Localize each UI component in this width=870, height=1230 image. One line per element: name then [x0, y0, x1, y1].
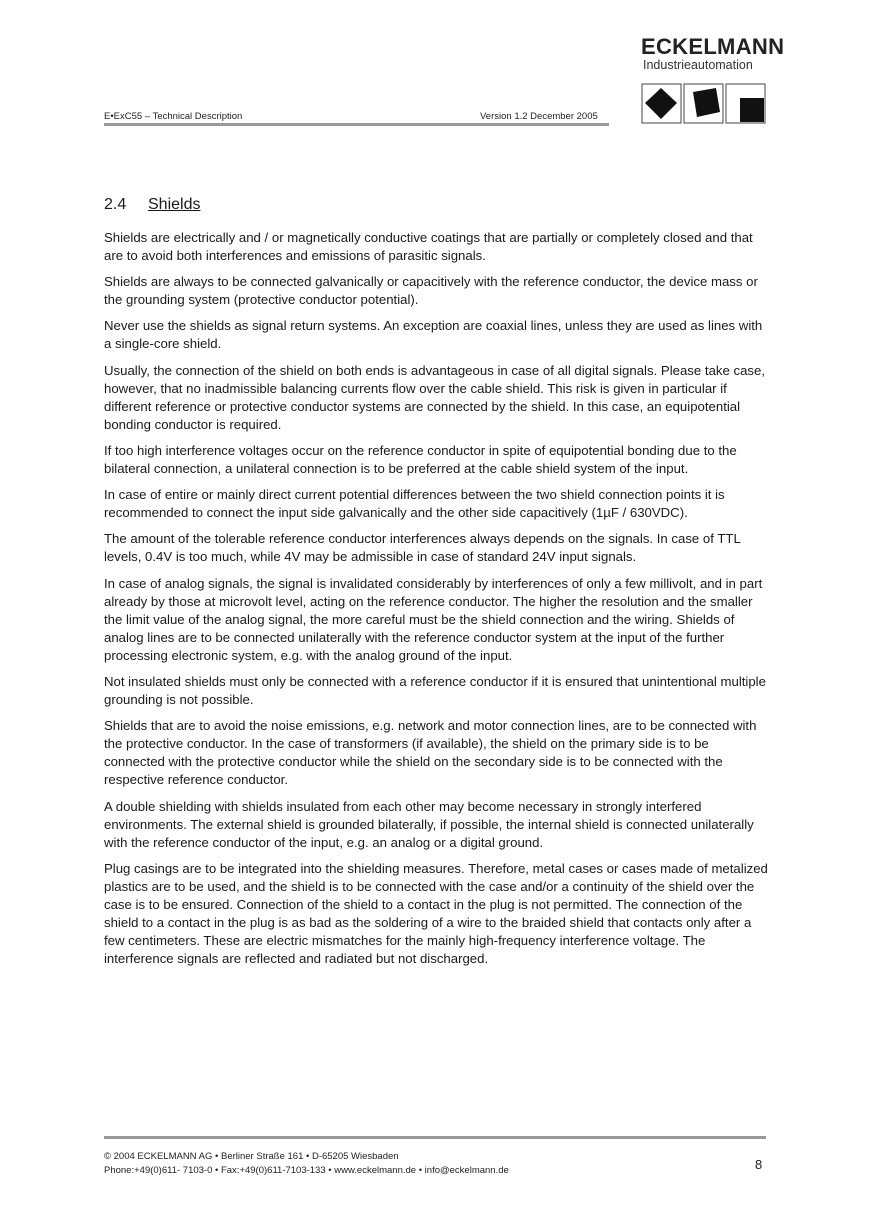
footer-contact: Phone:+49(0)611- 7103-0 • Fax:+49(0)611-7103-133 • www.eckelmann.de • info@eckelmann.de	[104, 1165, 509, 1176]
footer-address: © 2004 ECKELMANN AG • Berliner Straße 161 • D-65205 Wiesbaden	[104, 1151, 399, 1162]
header-divider	[104, 123, 609, 126]
document-version: Version 1.2 December 2005	[480, 111, 598, 122]
paragraph: Shields that are to avoid the noise emissions, e.g. network and motor connection lines, are to be connected with the protective conductor. In the case of transformers (if available), the shield on the primary side is to be connected with the protective conductor while the shield on the secondary side is to be connected with the respective reference conductor.	[104, 718, 757, 788]
logo-wordmark: ECKELMANN	[641, 34, 785, 59]
paragraph: In case of entire or mainly direct current potential differences between the two shield connection points it is recommended to connect the input side galvanically and the other side capacitively (1µF / 630VDC).	[104, 487, 725, 521]
paragraph: If too high interference voltages occur on the reference conductor in spite of equipotential bonding due to the bilateral connection, a unilateral connection is to be preferred at the cable shield system of the input.	[104, 442, 737, 477]
paragraph: Shields are electrically and / or magnetically conductive coatings that are partially or completely closed and that are to avoid both interferences and emissions of parasitic signals.	[104, 230, 753, 264]
logo-subtitle: Industrieautomation	[643, 58, 753, 72]
paragraph: In case of analog signals, the signal is invalidated considerably by interferences of only a few millivolt, and in part already by those at microvolt level, acting on the reference conductor. The higher the resolution and the smaller the limit value of the analog signal, the more careful must be the shield connection and the wiring. Shields of analog lines are to be connected unilaterally with the reference conductor system at the input of the further processing electronic system, e.g. with the analog ground of the input.	[104, 575, 763, 663]
logo-squares-icon	[641, 83, 767, 124]
paragraph: The amount of the tolerable reference conductor interferences always depends on the signals. In case of TTL levels, 0.4V is too much, while 4V may be admissible in case of standard 24V input signals.	[104, 531, 741, 565]
page-number: 8	[755, 1157, 763, 1172]
document-title: E•ExC55 – Technical Description	[104, 111, 243, 122]
paragraph: Shields are always to be connected galvanically or capacitively with the reference conductor, the device mass or the grounding system (protective conductor potential).	[104, 274, 758, 308]
paragraph: A double shielding with shields insulated from each other may become necessary in strongly interfered environments. The external shield is grounded bilaterally, if possible, the internal shield is connected unilaterally with the reference conductor of the input, e.g. an analog or a digital ground.	[104, 798, 754, 850]
section-body	[104, 229, 769, 976]
section-number: 2.4	[104, 196, 127, 213]
paragraph: Plug casings are to be integrated into the shielding measures. Therefore, metal cases or cases made of metalized plastics are to be used, and the shield is to be connected with the case and/or a continuity of the shield over the case is to be ensured. Connection of the shield to a contact in the plug is not permitted. The connection of the shield to a contact in the plug is as bad as the soldering of a wire to the braided shield that contacts only after a few centimeters. These are electric mismatches for the mainly high-frequency interference voltage. The interference signals are reflected and radiated but not discharged.	[104, 860, 768, 967]
section-heading	[104, 196, 200, 214]
paragraph: Not insulated shields must only be connected with a reference conductor if it is ensured that unintentional multiple grounding is not possible.	[104, 673, 766, 708]
paragraph: Never use the shields as signal return systems. An exception are coaxial lines, unless they are used as lines with a single-core shield.	[104, 318, 763, 352]
paragraph: Usually, the connection of the shield on both ends is advantageous in case of all digital signals. Please take case, however, that no inadmissible balancing currents flow over the cable shield. This risk is given in particular if different reference or protective conductor systems are connected by the shield. In this case, an equipotential bonding conductor is required.	[104, 362, 766, 432]
section-title: Shields	[148, 196, 201, 213]
footer-divider	[104, 1136, 766, 1139]
